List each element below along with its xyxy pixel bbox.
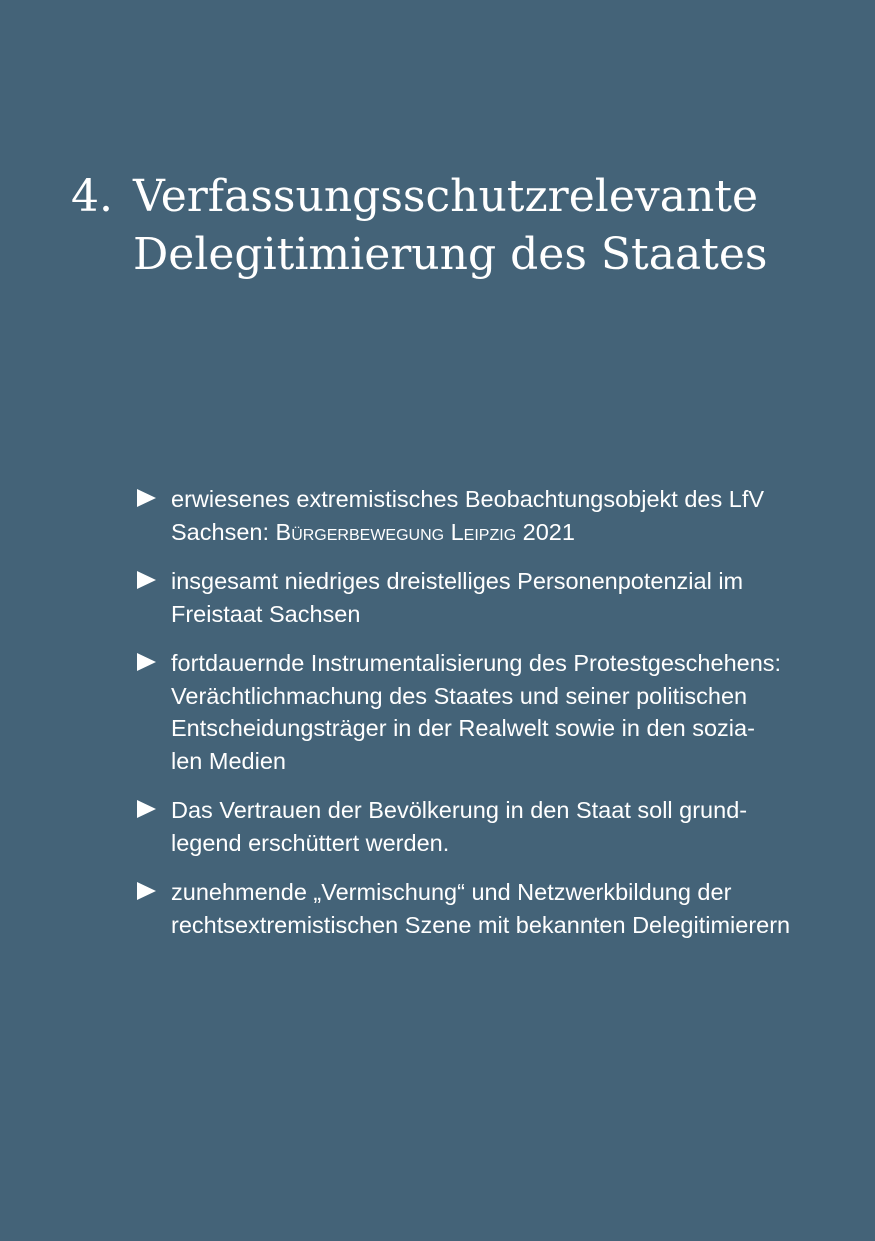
section-title-line-2: Delegitimierung des Staates xyxy=(133,229,768,280)
triangle-right-icon xyxy=(137,489,156,507)
triangle-right-icon xyxy=(137,800,156,818)
bullet-item xyxy=(137,565,827,630)
bullet-list xyxy=(137,483,827,958)
bullet-text: Sachsen: xyxy=(171,518,276,545)
bullet-line: Verächtlichmachung des Staates und seiner politischen xyxy=(171,682,748,709)
bullet-text: 2021 xyxy=(516,518,575,545)
section-title-line-1: Verfassungsschutzrelevante xyxy=(133,171,759,222)
section-heading xyxy=(71,168,851,284)
triangle-right-icon xyxy=(137,653,156,671)
bullet-line: fortdauernde Instrumentalisierung des Protestgeschehens: xyxy=(171,650,782,676)
bullet-item xyxy=(137,876,827,941)
triangle-right-icon xyxy=(137,882,156,900)
bullet-line: zunehmende „Vermischung“ und Netzwerkbildung der xyxy=(171,879,732,905)
bullet-line xyxy=(171,516,827,549)
bullet-line: Das Vertrauen der Bevölkerung in den Staat soll grund- xyxy=(171,797,748,823)
bullet-item xyxy=(137,647,827,777)
bullet-line: legend erschüttert werden. xyxy=(171,829,450,856)
organisation-name: Bürgerbewegung Leipzig xyxy=(275,518,517,545)
bullet-line: insgesamt niedriges dreistelliges Personenpotenzial im xyxy=(171,568,744,594)
bullet-item xyxy=(137,794,827,859)
triangle-right-icon xyxy=(137,571,156,589)
bullet-item xyxy=(137,483,827,548)
bullet-line: Entscheidungsträger in der Realwelt sowie in den sozia- xyxy=(171,715,755,741)
bullet-line: len Medien xyxy=(171,747,286,774)
bullet-line: Freistaat Sachsen xyxy=(171,600,361,627)
section-number: 4. xyxy=(71,171,113,222)
bullet-line: erwiesenes extremistisches Beobachtungsobjekt des LfV xyxy=(171,486,765,512)
bullet-line: rechtsextremistischen Szene mit bekannten Delegitimierern xyxy=(171,911,791,938)
